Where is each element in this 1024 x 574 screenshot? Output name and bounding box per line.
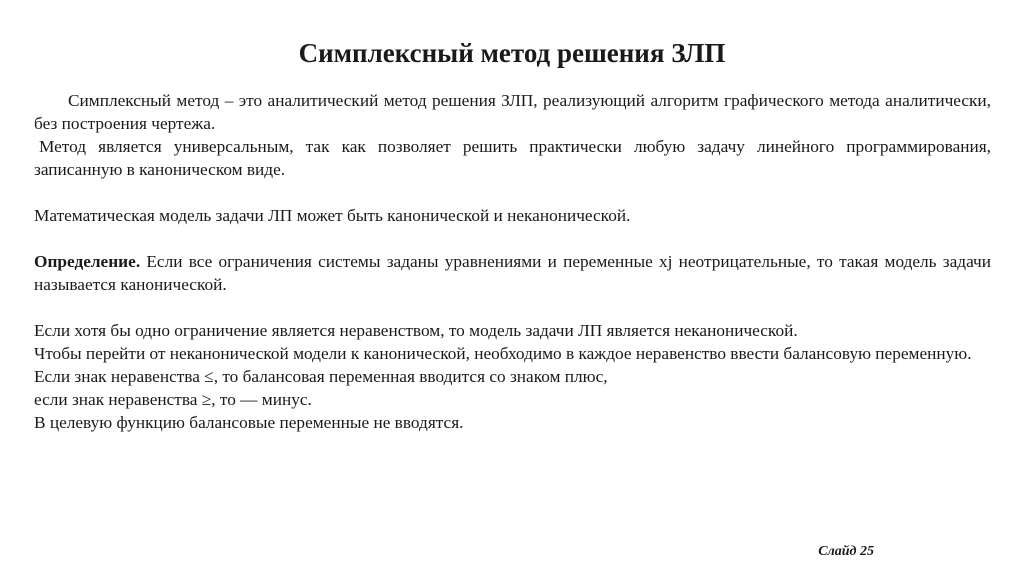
paragraph-model-types: Математическая модель задачи ЛП может быть канонической и неканонической. <box>34 206 631 225</box>
slide-title: Симплексный метод решения ЗЛП <box>298 38 726 68</box>
paragraph-definition-simplex: Симплексный метод – это аналитический метод решения ЗЛП, реализующий алгоритм графического метода аналитически, без построения чертежа. <box>34 91 991 133</box>
paragraph-universality: Метод является универсальным, так как позволяет решить практически любую задачу линейного программирования, записанную в каноническом виде. <box>34 137 991 179</box>
spacer <box>34 227 991 250</box>
spacer <box>34 296 991 319</box>
paragraph-balance-variable: Чтобы перейти от неканонической модели к канонической, необходимо в каждое неравенство ввести балансовую переменную. <box>34 344 972 363</box>
definition-term: Определение. <box>34 252 141 271</box>
spacer <box>34 181 991 204</box>
paragraph-noncanonical: Если хотя бы одно ограничение является неравенством, то модель задачи ЛП является неканонической. <box>34 321 798 340</box>
paragraph-objective-function: В целевую функцию балансовые переменные не вводятся. <box>34 413 464 432</box>
paragraph-canonical-definition <box>34 250 991 296</box>
paragraph-less-or-equal: Если знак неравенства ≤, то балансовая переменная вводится со знаком плюс, <box>34 367 608 386</box>
slide-number: Слайд 25 <box>818 544 874 559</box>
paragraph-greater-or-equal: если знак неравенства ≥, то — минус. <box>34 390 312 409</box>
slide-body <box>34 89 991 434</box>
definition-text: Если все ограничения системы заданы уравнениями и переменные xj неотрицательные, то такая модель задачи называется канонической. <box>34 252 991 294</box>
